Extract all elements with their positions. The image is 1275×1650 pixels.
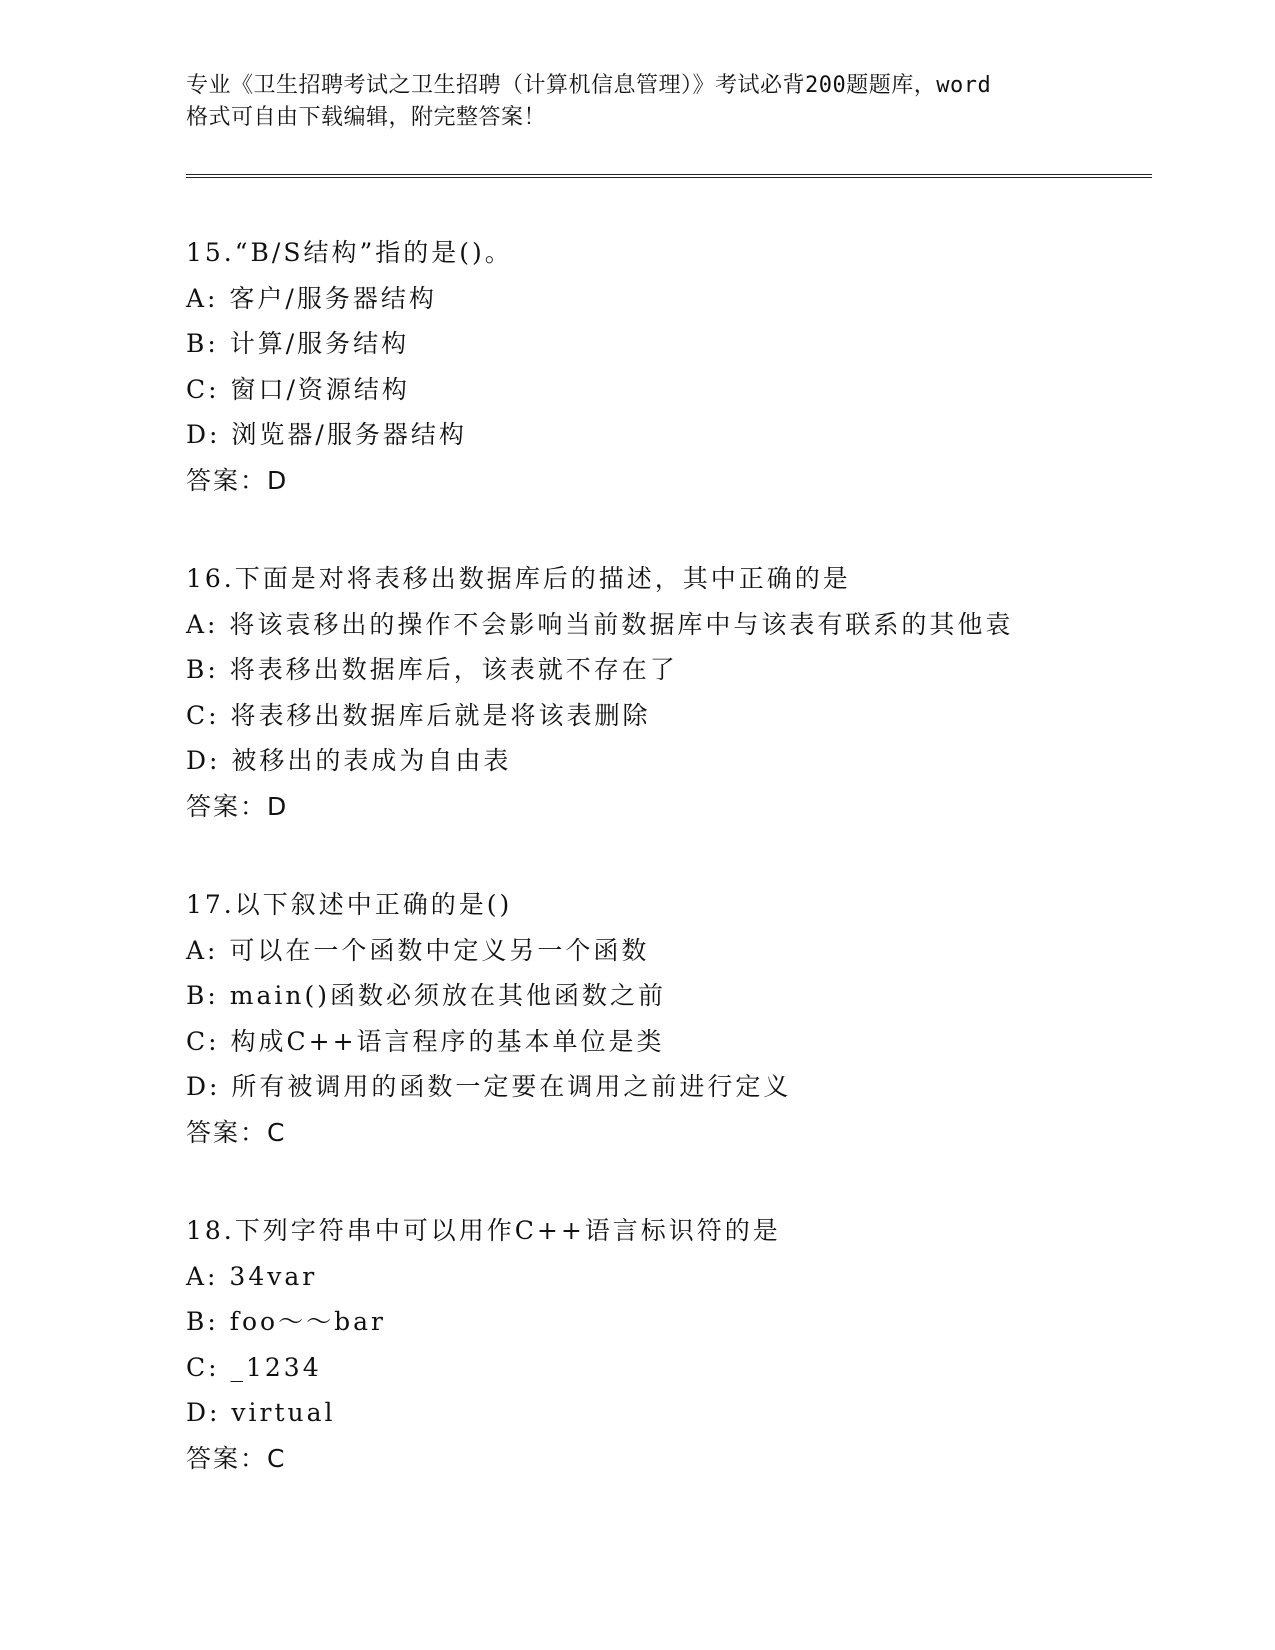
question-stem: 16.下面是对将表移出数据库后的描述，其中正确的是: [186, 564, 851, 593]
question-stem: 18.下列字符串中可以用作C++语言标识符的是: [186, 1216, 781, 1245]
answer-line: 答案：D: [186, 465, 289, 495]
option-b: B: main()函数必须放在其他函数之前: [186, 981, 666, 1010]
header-divider: [186, 174, 1152, 178]
option-c: C: 将表移出数据库后就是将该表删除: [186, 700, 651, 730]
document-page: [186, 70, 1152, 1534]
option-c: C: 窗口/资源结构: [186, 374, 410, 404]
option-b: B: 计算/服务结构: [186, 329, 410, 358]
document-header: [186, 70, 1152, 134]
option-d: D: 被移出的表成为自由表: [186, 746, 512, 775]
option-a: A: 可以在一个函数中定义另一个函数: [186, 935, 650, 965]
option-a: A: 客户/服务器结构: [186, 283, 437, 313]
question-list: [186, 230, 1152, 1481]
question-17: [186, 882, 1152, 1155]
option-c: C: _1234: [186, 1352, 322, 1382]
option-b: B: 将表移出数据库后，该表就不存在了: [186, 655, 678, 684]
option-c: C: 构成C++语言程序的基本单位是类: [186, 1026, 665, 1056]
question-16: [186, 556, 1152, 829]
answer-line: 答案：D: [186, 791, 289, 821]
option-a: A: 34var: [186, 1261, 318, 1291]
option-a: A: 将该袁移出的操作不会影响当前数据库中与该表有联系的其他袁: [186, 609, 1014, 639]
option-d: D: 浏览器/服务器结构: [186, 420, 467, 449]
question-stem: 15.“B/S结构”指的是()。: [186, 238, 513, 267]
header-line-2: 格式可自由下载编辑，附完整答案！: [186, 105, 547, 130]
question-stem: 17.以下叙述中正确的是(): [186, 890, 513, 919]
question-15: [186, 230, 1152, 503]
header-line-1: 专业《卫生招聘考试之卫生招聘（计算机信息管理）》考试必背200题题库，word: [186, 73, 992, 98]
option-d: D: 所有被调用的函数一定要在调用之前进行定义: [186, 1072, 792, 1101]
option-b: B: foo～～bar: [186, 1307, 386, 1336]
question-18: [186, 1208, 1152, 1481]
option-d: D: virtual: [186, 1398, 336, 1427]
answer-line: 答案：C: [186, 1117, 287, 1147]
answer-line: 答案：C: [186, 1443, 287, 1473]
